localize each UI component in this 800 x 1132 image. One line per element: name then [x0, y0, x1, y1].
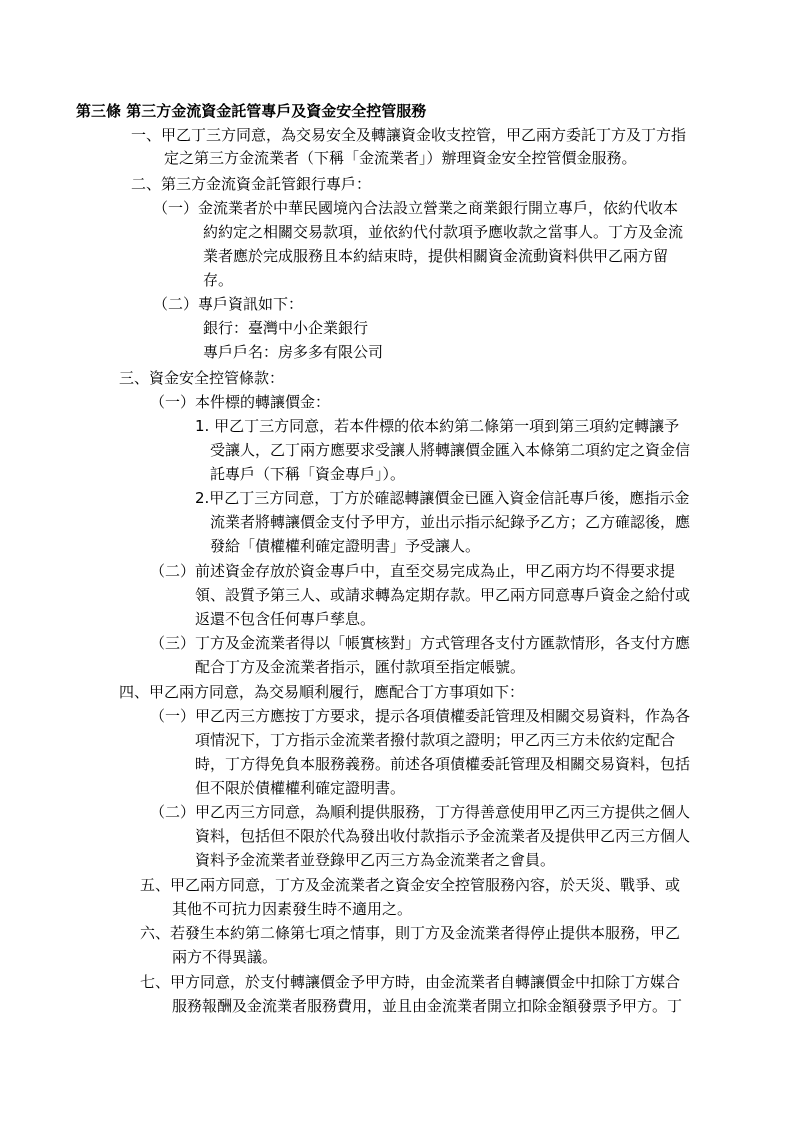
clause-3-1-heading: （一）本件標的轉讓價金： — [150, 393, 331, 411]
clause-2-1-line-4: 存。 — [203, 271, 234, 289]
clause-5-line-1: 五、甲乙兩方同意，丁方及金流業者之資金安全控管服務內容，於天災、戰爭、或 — [140, 876, 681, 894]
clause-7-line-2: 服務報酬及金流業者服務費用，並且由金流業者開立扣除金額發票予甲方。丁 — [172, 997, 683, 1015]
clause-3-2-line-3: 返還不包含任何專戶孳息。 — [195, 610, 376, 628]
clause-3-1-1-line-1: 1. 甲乙丁三方同意，若本件標的依本約第二條第一項到第三項約定轉讓予 — [195, 417, 680, 435]
clause-2-heading: 二、第三方金流資金託管銀行專戶： — [131, 175, 372, 193]
clause-3-1-2-line-2: 流業者將轉讓價金支付予甲方，並出示指示紀錄予乙方；乙方確認後，應 — [210, 513, 691, 531]
clause-3-1-2-line-1: 2.甲乙丁三方同意，丁方於確認轉讓價金已匯入資金信託專戶後，應指示金 — [195, 489, 690, 507]
clause-2-1-line-1: （一）金流業者於中華民國境內合法設立營業之商業銀行開立專戶，依約代收本 — [153, 199, 679, 217]
clause-2-2-heading: （二）專戶資訊如下： — [153, 295, 304, 313]
account-holder: 專戶戶名：房多多有限公司 — [203, 343, 384, 361]
clause-4-1-line-2: 項情況下，丁方指示金流業者撥付款項之證明；甲乙丙三方未依約定配合 — [195, 731, 676, 749]
clause-3-3-line-2: 配合丁方及金流業者指示，匯付款項至指定帳號。 — [195, 658, 526, 676]
clause-3-2-line-2: 領、設質予第三人、或請求轉為定期存款。甲乙兩方同意專戶資金之給付或 — [195, 586, 691, 604]
article-title: 第三條 第三方金流資金託管專戶及資金安全控管服務 — [76, 102, 427, 120]
clause-1-line-2: 定之第三方金流業者（下稱「金流業者」）辦理資金安全控管價金服務。 — [164, 149, 637, 167]
clause-2-1-line-2: 約約定之相關交易款項，並依約代付款項予應收款之當事人。丁方及金流 — [203, 223, 684, 241]
clause-1-line-1: 一、甲乙丁三方同意，為交易安全及轉讓資金收支控管，甲乙兩方委託丁方及丁方指 — [131, 126, 687, 144]
clause-4-heading: 四、甲乙兩方同意，為交易順利履行，應配合丁方事項如下： — [119, 683, 525, 701]
clause-7-line-1: 七、甲方同意，於支付轉讓價金予甲方時，由金流業者自轉讓價金中扣除丁方媒合 — [140, 973, 681, 991]
bank-name: 銀行：臺灣中小企業銀行 — [203, 319, 369, 337]
clause-4-1-line-4: 但不限於債權權利確定證明書。 — [195, 779, 406, 797]
clause-3-1-1-line-3: 託專戶（下稱「資金專戶」）。 — [210, 465, 406, 483]
clause-3-heading: 三、資金安全控管條款： — [119, 369, 285, 387]
clause-3-1-1-line-2: 受讓人，乙丁兩方應要求受讓人將轉讓價金匯入本條第二項約定之資金信 — [210, 441, 691, 459]
clause-5-line-2: 其他不可抗力因素發生時不適用之。 — [172, 900, 413, 918]
clause-3-3-line-1: （三）丁方及金流業者得以「帳實核對」方式管理各支付方匯款情形，各支付方應 — [150, 634, 691, 652]
clause-3-2-line-1: （二）前述資金存放於資金專戶中，直至交易完成為止，甲乙兩方均不得要求提 — [150, 562, 676, 580]
clause-6-line-2: 兩方不得異議。 — [172, 948, 278, 966]
clause-4-1-line-3: 時，丁方得免負本服務義務。前述各項債權委託管理及相關交易資料，包括 — [195, 755, 691, 773]
clause-4-2-line-3: 資料予金流業者並登錄甲乙丙三方為金流業者之會員。 — [195, 851, 556, 869]
clause-4-2-line-2: 資料，包括但不限於代為發出收付款指示予金流業者及提供甲乙丙三方個人 — [195, 827, 691, 845]
clause-2-1-line-3: 業者應於完成服務且本約結束時，提供相關資金流動資料供甲乙兩方留 — [203, 247, 669, 265]
clause-3-1-2-line-3: 發給「債權權利確定證明書」予受讓人。 — [210, 537, 481, 555]
clause-6-line-1: 六、若發生本約第二條第七項之情事，則丁方及金流業者得停止提供本服務，甲乙 — [140, 924, 681, 942]
clause-4-1-line-1: （一）甲乙丙三方應按丁方要求，提示各項債權委託管理及相關交易資料，作為各 — [150, 707, 691, 725]
clause-4-2-line-1: （二）甲乙丙三方同意，為順利提供服務，丁方得善意使用甲乙丙三方提供之個人 — [150, 803, 691, 821]
